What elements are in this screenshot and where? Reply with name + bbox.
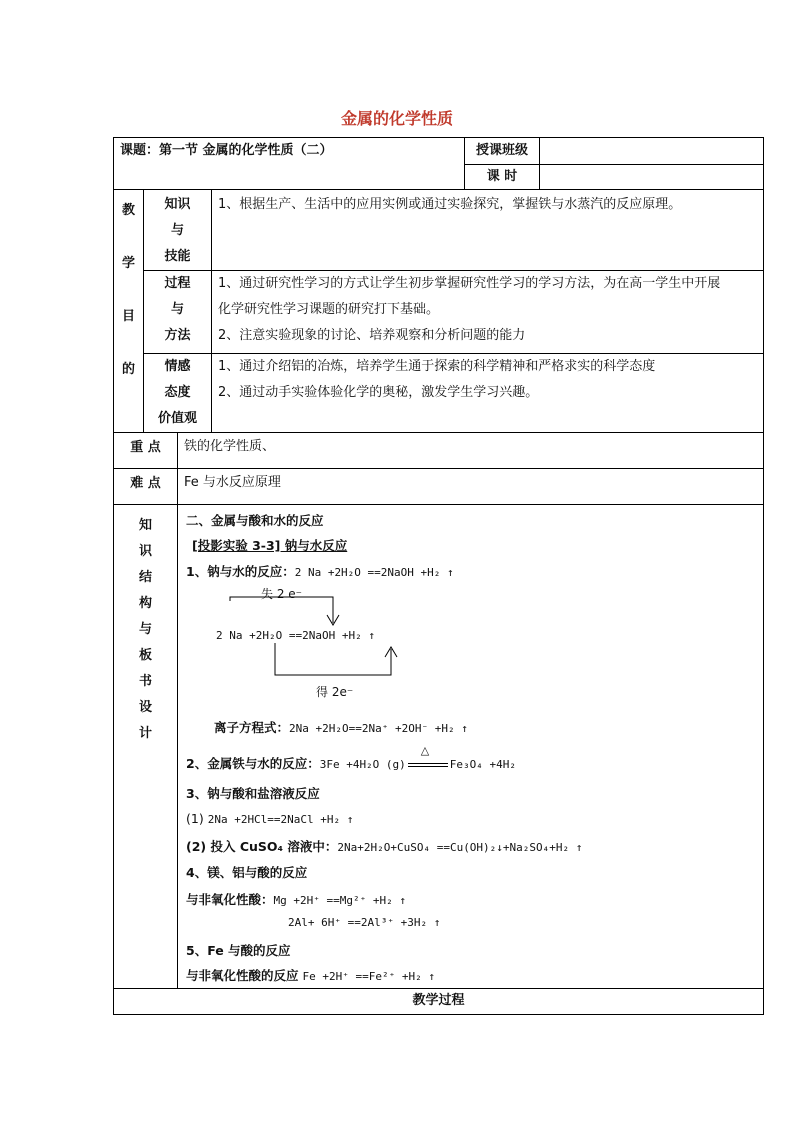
ionic-label: 离子方程式： <box>214 720 290 735</box>
item2-eq-right: Fe₃O₄ +4H₂ <box>449 758 517 771</box>
item4-heading: 4、镁、铝与酸的反应 <box>186 865 308 880</box>
key-point-text: 铁的化学性质、 <box>184 439 276 454</box>
key-point-label-cell <box>114 433 178 469</box>
item2-label: 2、金属铁与水的反应： <box>186 756 320 771</box>
item4-label: 与非氧化性酸： <box>186 892 274 907</box>
item4-equation-2: 2Al+ 6H⁺ ==2Al³⁺ +3H₂ ↑ <box>288 916 441 929</box>
board-heading: 二、金属与酸和水的反应 <box>186 513 324 528</box>
ionic-equation: 2Na +2H₂O==2Na⁺ +2OH⁻ +H₂ ↑ <box>289 722 468 735</box>
item4-equation-1: Mg +2H⁺ ==Mg²⁺ +H₂ ↑ <box>273 894 406 907</box>
topic-cell <box>114 138 465 190</box>
board-experiment: [投影实验 3-3] 钠与水反应 <box>192 538 348 553</box>
objective-label-attitude: 情感 态度 价值观 <box>144 354 212 433</box>
item1-label: 1、钠与水的反应： <box>186 564 295 579</box>
item1-equation: 2 Na +2H₂O ==2NaOH +H₂ ↑ <box>294 566 454 579</box>
footer-cell <box>114 989 764 1015</box>
objective-label-knowledge: 知识 与 技能 <box>144 190 212 271</box>
objective-label-process: 过程 与 方法 <box>144 271 212 354</box>
item3-2-label: (2) 投入 CuSO₄ 溶液中： <box>186 839 338 854</box>
period-label-cell <box>465 165 540 190</box>
heating-condition: △ <box>406 758 450 772</box>
period-label: 课 时 <box>486 169 518 184</box>
item3-1-equation: 2Na +2HCl==2NaCl +H₂ ↑ <box>207 813 354 826</box>
item3-heading: 3、钠与酸和盐溶液反应 <box>186 786 320 801</box>
difficulty-label-cell <box>114 469 178 505</box>
lose-electrons-label: 失 2 e⁻ <box>261 587 302 601</box>
item5-equation: Fe +2H⁺ ==Fe²⁺ +H₂ ↑ <box>302 970 435 983</box>
item5-heading: 5、Fe 与酸的反应 <box>186 943 291 958</box>
class-label-cell <box>465 138 540 165</box>
teaching-process-label: 教学过程 <box>412 993 465 1008</box>
item2-eq-left: 3Fe +4H₂O (g) <box>319 758 406 771</box>
board-content: 二、金属与酸和水的反应 [投影实验 3-3] 钠与水反应 1、钠与水的反应：2 Na +2H₂O ==2NaOH +H₂ ↑ 失 2 e⁻ 2 Na +2H₂O ==2NaOH +H₂ ↑ 得 2e⁻ 离子方程式：2Na +2H₂O==2Na⁺ +2OH⁻ +H₂ ↑ 2、金属铁与水的反应：3Fe +4H₂O (g) △ Fe₃O₄ +4H₂ 3、钠与酸和盐溶液反应 (1) 2Na +2HCl==2NaCl +H₂ ↑ (2) 投入 CuSO₄ 溶液中：2Na+2H₂O+CuSO₄ ==Cu(OH)₂↓+Na₂SO₄+H₂ ↑ 4、镁、铝与酸的反应 与非氧化性酸：Mg +2H⁺ ==Mg²⁺ +H₂ ↑ 2Al+ 6H⁺ ==2Al³⁺ +3H₂ ↑ 5、Fe 与酸的反应 与非氧化性酸的反应 Fe +2H⁺ ==Fe²⁺ +H₂ ↑ <box>178 505 764 989</box>
difficulty-cell <box>178 469 764 505</box>
gain-electrons-label: 得 2e⁻ <box>316 685 354 699</box>
difficulty-text: Fe 与水反应原理 <box>184 475 281 490</box>
objectives-side-label: 教 学 目 的 <box>114 190 144 433</box>
objective-content-knowledge: 1、根据生产、生活中的应用实例或通过实验探究，掌握铁与水蒸汽的反应原理。 <box>212 190 764 271</box>
item5-label: 与非氧化性酸的反应 <box>186 968 299 983</box>
period-value-cell <box>540 165 764 190</box>
difficulty-label: 难 点 <box>130 476 161 491</box>
item3-2-equation: 2Na+2H₂O+CuSO₄ ==Cu(OH)₂↓+Na₂SO₄+H₂ ↑ <box>337 841 583 854</box>
diagram-equation: 2 Na +2H₂O ==2NaOH +H₂ ↑ <box>216 629 375 642</box>
lesson-plan-table <box>113 137 764 1015</box>
key-point-label: 重 点 <box>130 440 161 455</box>
page-title: 金属的化学性质 <box>340 109 453 128</box>
topic-text: 课题：第一节 金属的化学性质（二） <box>120 143 333 158</box>
class-value-cell <box>540 138 764 165</box>
objective-content-process: 1、通过研究性学习的方式让学生初步掌握研究性学习的学习方法，为在高一学生中开展 化学研究性学习课题的研究打下基础。 2、注意实验现象的讨论、培养观察和分析问题的能力 <box>212 271 764 354</box>
key-point-cell <box>178 433 764 469</box>
objective-content-attitude: 1、通过介绍铝的冶炼，培养学生通于探索的科学精神和严格求实的科学态度 2、通过动手实验体验化学的奥秘，激发学生学习兴趣。 <box>212 354 764 433</box>
class-label: 授课班级 <box>476 143 529 158</box>
board-side-label: 知 识 结 构 与 板 书 设 计 <box>114 505 178 989</box>
